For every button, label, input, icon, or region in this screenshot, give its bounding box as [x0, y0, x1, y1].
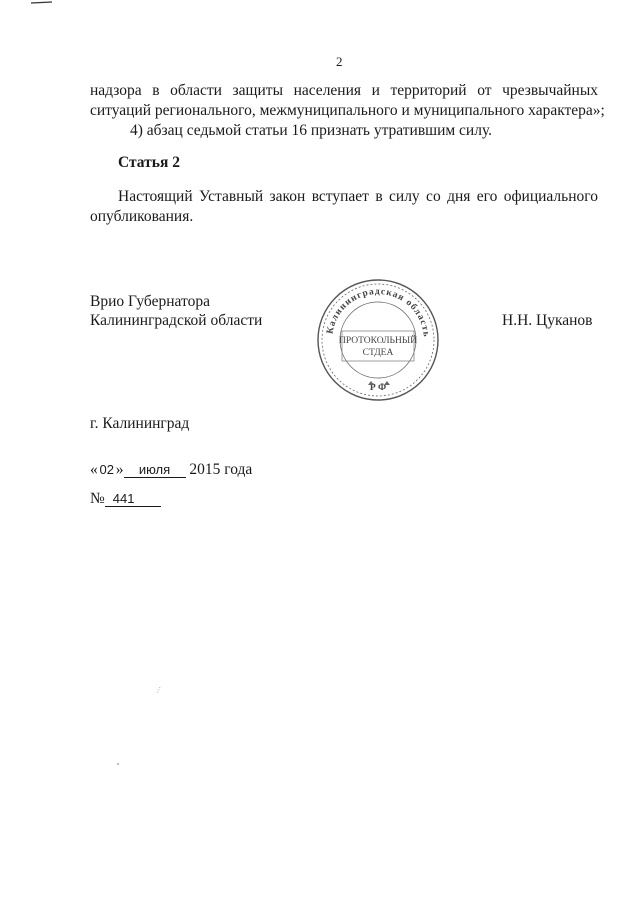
signing-date	[90, 460, 252, 480]
date-day: 02	[99, 462, 114, 477]
article-text-line-1: Настоящий Уставный закон вступает в силу со дня его официального	[118, 188, 598, 205]
place-of-signing: г. Калининград	[90, 415, 190, 432]
signatory-name: Н.Н. Цуканов	[502, 312, 593, 329]
body-line-1: надзора в области защиты населения и территорий от чрезвычайных	[90, 82, 598, 99]
body-line-3: 4) абзац седьмой статьи 16 признать утратившим силу.	[130, 122, 493, 139]
stamp-center-line-2: СТДЕА	[362, 348, 394, 358]
signatory-title-line-1: Врио Губернатора	[90, 293, 210, 310]
body-line-2: ситуаций регионального, межмуниципального и муниципального характера»;	[90, 102, 605, 119]
law-number	[90, 489, 161, 509]
page-number: 2	[336, 54, 343, 69]
stamp-center-line-1: ПРОТОКОЛЬНЫЙ	[338, 336, 418, 346]
date-quote-close: »	[115, 461, 124, 478]
article-heading: Статья 2	[118, 154, 180, 171]
date-year: 2015 года	[189, 461, 253, 478]
scan-speck	[116, 762, 120, 766]
date-month: июля	[124, 463, 186, 478]
scan-speck	[156, 686, 162, 696]
number-sign: №	[90, 490, 105, 507]
scan-mark	[30, 0, 54, 6]
official-stamp	[310, 277, 446, 403]
signatory-title-line-2: Калининградской области	[90, 312, 263, 329]
date-quote-open: «	[90, 461, 98, 478]
article-text-line-2: опубликования.	[90, 208, 194, 225]
stamp-ring-text: Калининградская область	[325, 286, 431, 339]
number-value: 441	[105, 492, 161, 507]
stamp-bottom-text: Р Ф	[369, 383, 387, 393]
